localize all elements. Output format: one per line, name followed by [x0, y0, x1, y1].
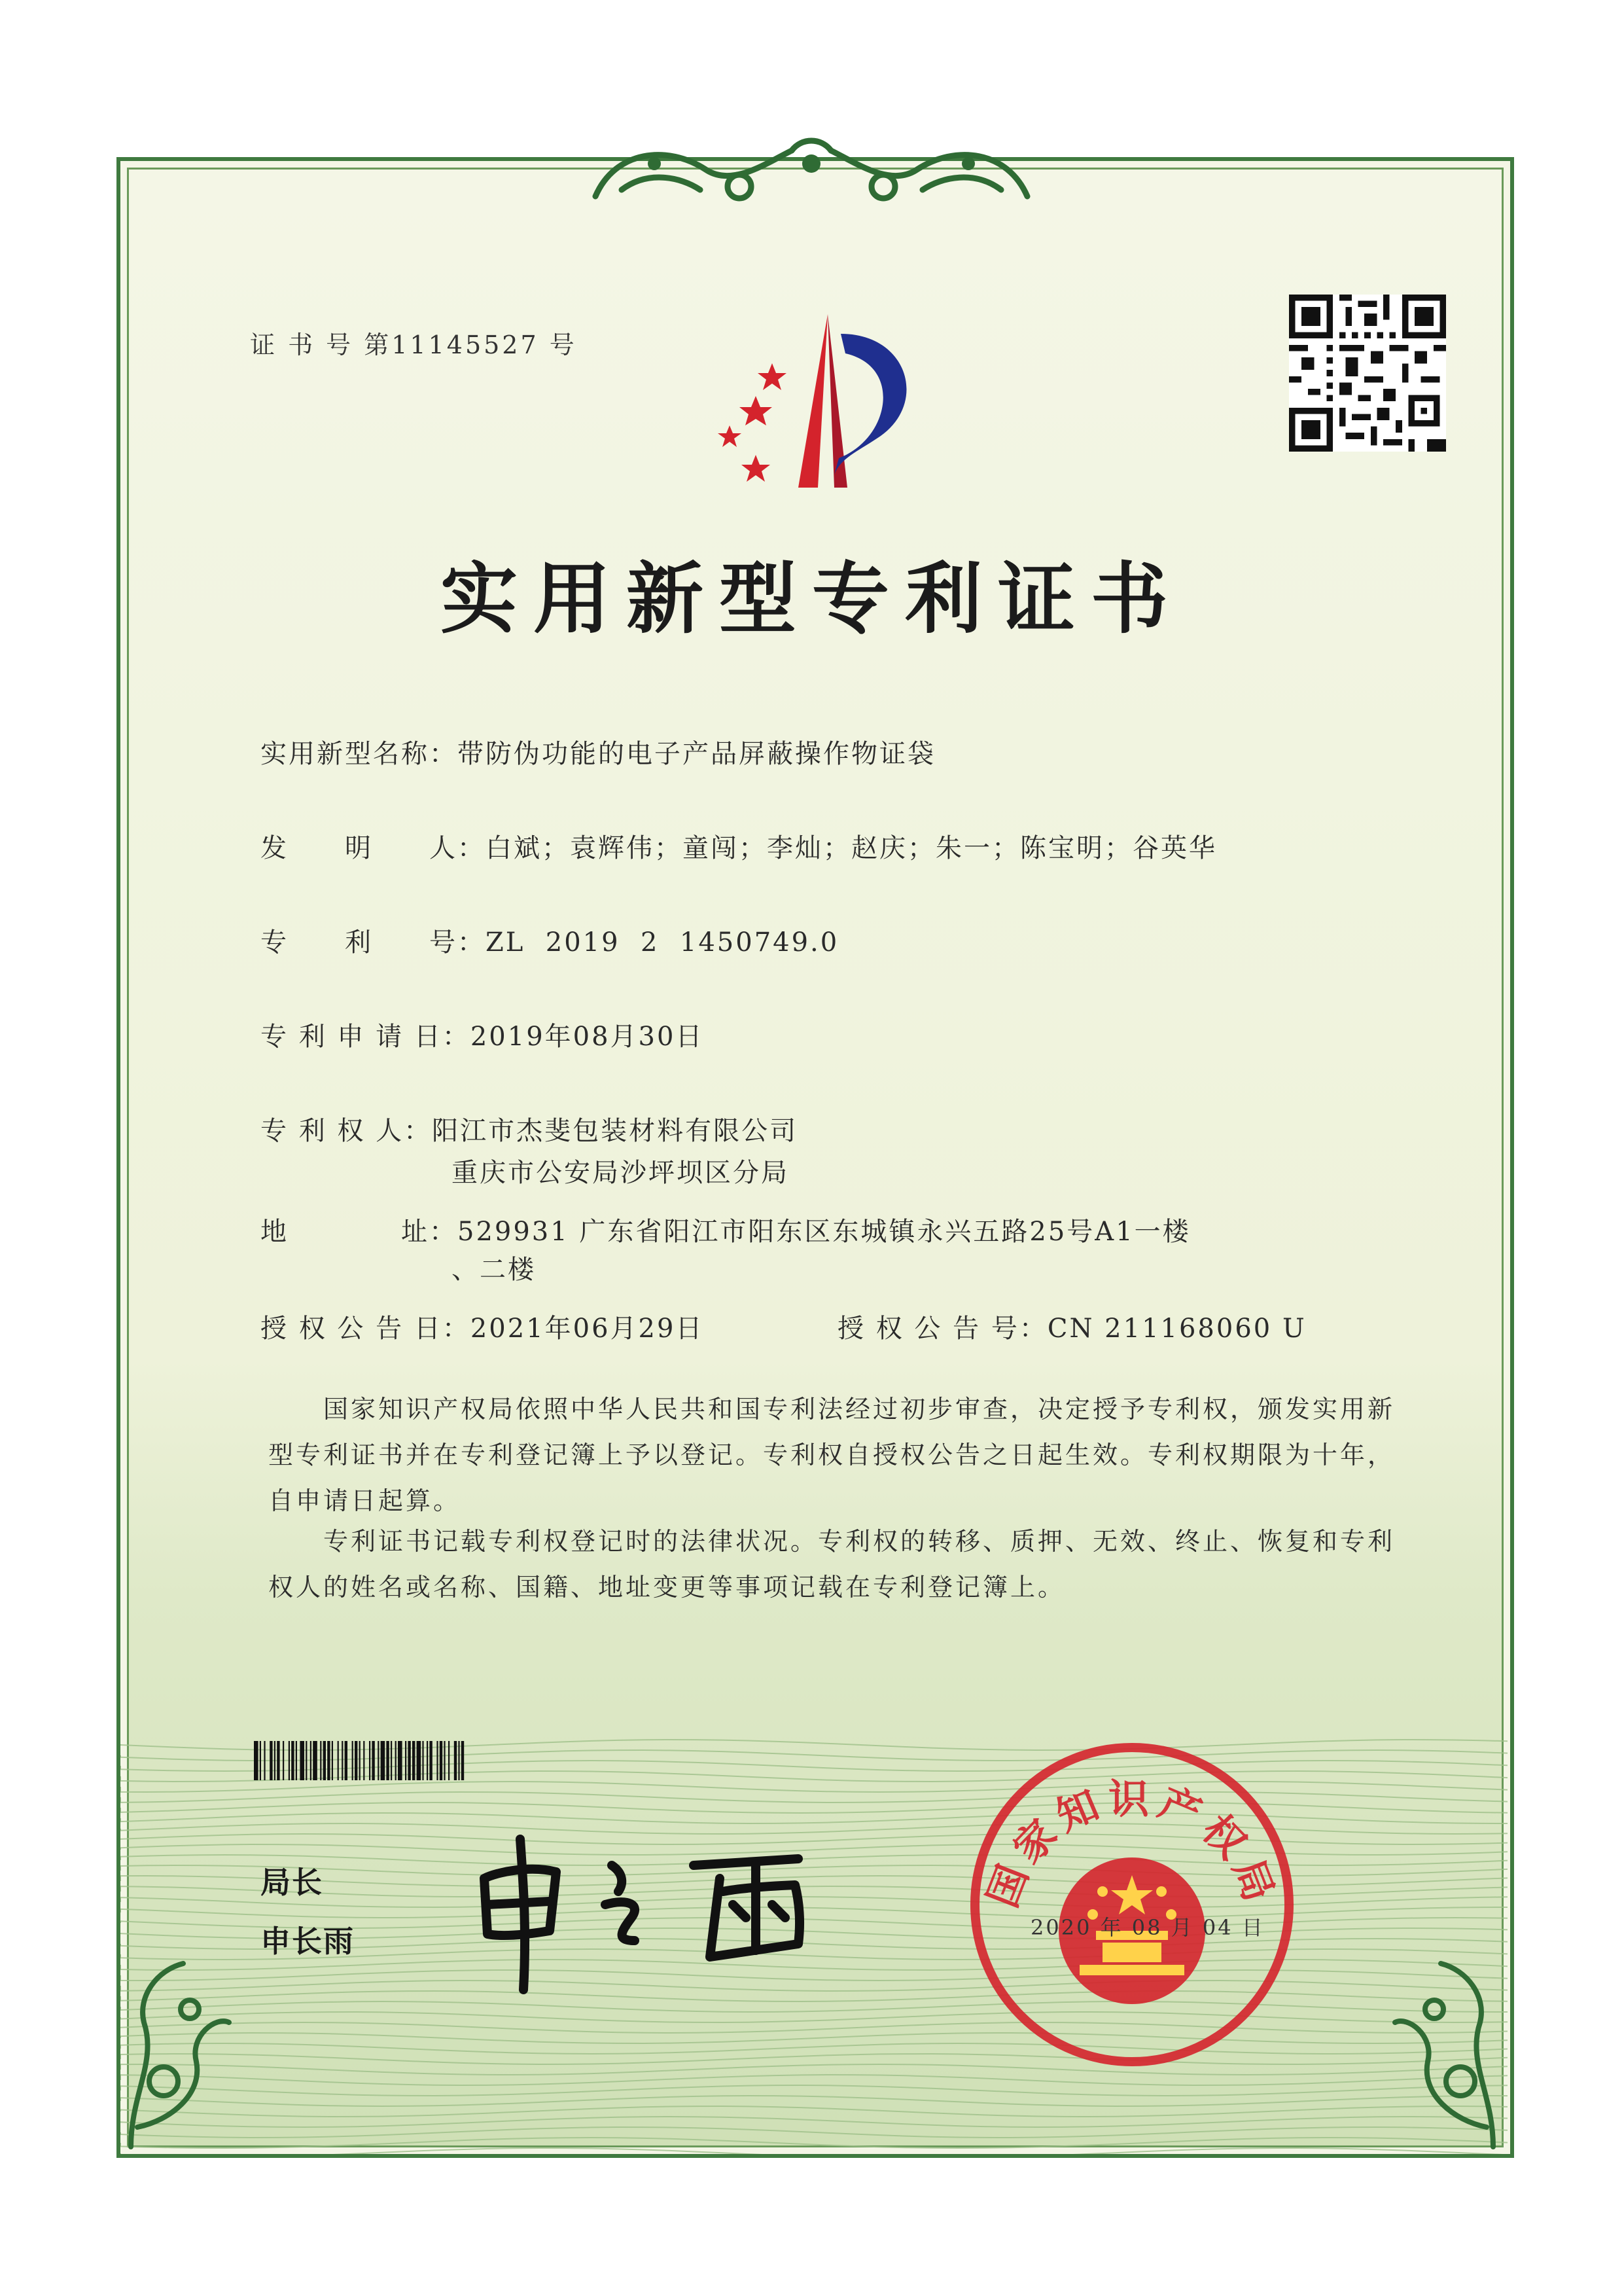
- bottom-left-ornament-icon: [118, 1931, 236, 2153]
- top-ornament-icon: [576, 124, 1047, 209]
- statement-paragraph-1: 国家知识产权局依照中华人民共和国专利法经过初步审查，决定授予专利权，颁发实用新型专利证书并在专利登记簿上予以登记。专利权自授权公告之日起生效。专利权期限为十年，自申请日起算。: [268, 1395, 1396, 1515]
- seal-text: 国家知识产权局: [978, 1775, 1286, 1914]
- address-line-2-row: [451, 1249, 536, 1286]
- certificate-number-label: 证 书 号 第: [250, 331, 392, 359]
- application-date-row: [260, 1016, 703, 1053]
- seal-date: 2020 年 08 月 04 日: [1031, 1915, 1265, 1940]
- patent-number-label: 专 利 号：: [260, 927, 485, 958]
- utility-name-value: 带防伪功能的电子产品屏蔽操作物证袋: [457, 739, 936, 769]
- patent-number-row: [260, 922, 839, 959]
- utility-name-label: 实用新型名称：: [260, 739, 457, 769]
- patentee-line-2: 重庆市公安局沙坪坝区分局: [451, 1158, 789, 1188]
- patentee-label: 专 利 权 人：: [260, 1116, 432, 1146]
- patentee-row: [260, 1110, 798, 1147]
- grant-number-row: [838, 1308, 1307, 1345]
- utility-name-row: [260, 733, 936, 770]
- address-line-1: 529931 广东省阳江市阳东区东城镇永兴五路25号A1一楼: [457, 1217, 1191, 1247]
- page-title: 实用新型专利证书: [440, 554, 1184, 644]
- grant-date-value: 2021年06月29日: [470, 1314, 704, 1344]
- grant-date-row: [260, 1308, 703, 1345]
- patentee-line-1: 阳江市杰斐包装材料有限公司: [432, 1116, 798, 1146]
- certificate-number: [250, 325, 577, 361]
- inventors-row: [260, 827, 1217, 865]
- application-date-value: 2019年08月30日: [470, 1022, 704, 1052]
- official-seal: [962, 1734, 1302, 2075]
- certificate-number-suffix: 号: [538, 331, 577, 359]
- address-label: 地 址：: [260, 1217, 457, 1247]
- barcode: [254, 1741, 646, 1780]
- address-row: [260, 1211, 1191, 1248]
- grant-number-value: CN 211168060 U: [1047, 1314, 1307, 1344]
- grant-date-label: 授 权 公 告 日：: [260, 1314, 470, 1344]
- bottom-right-ornament-icon: [1388, 1931, 1506, 2153]
- inventors-label: 发 明 人：: [260, 833, 485, 863]
- address-line-2: 、二楼: [451, 1255, 536, 1285]
- director-name: 申长雨: [260, 1924, 355, 1959]
- patentee-line-2-row: [451, 1152, 789, 1189]
- certificate-number-value: 11145527: [391, 331, 539, 359]
- grant-number-label: 授 权 公 告 号：: [838, 1314, 1048, 1344]
- application-date-label: 专 利 申 请 日：: [260, 1022, 470, 1052]
- qr-code: [1289, 295, 1446, 452]
- director-title: 局长: [260, 1865, 323, 1900]
- statement-paragraph-2: 专利证书记载专利权登记时的法律状况。专利权的转移、质押、无效、终止、恢复和专利权人的姓名或名称、国籍、地址变更等事项记载在专利登记簿上。: [268, 1527, 1396, 1602]
- patent-office-logo-icon: [694, 308, 929, 497]
- handwritten-signature: [458, 1826, 864, 2003]
- inventors-value: 白斌；袁辉伟；童闯；李灿；赵庆；朱一；陈宝明；谷英华: [485, 833, 1217, 863]
- patent-number-value: ZL 2019 2 1450749.0: [485, 927, 839, 958]
